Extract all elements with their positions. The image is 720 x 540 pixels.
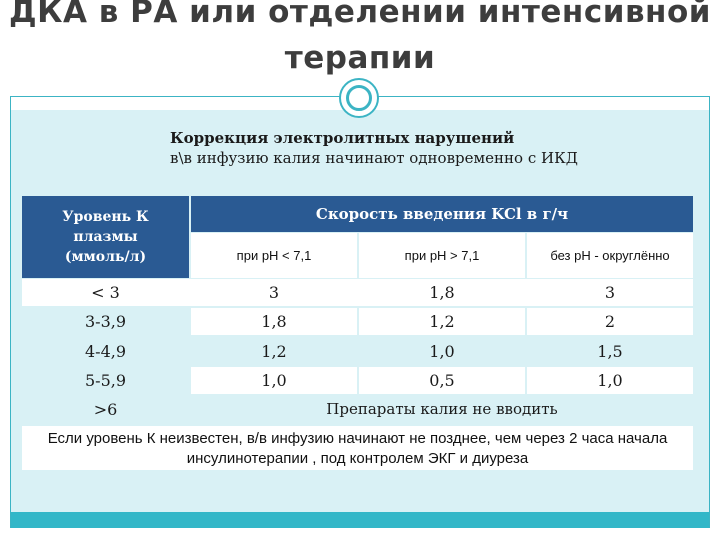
subheader-no-ph: без рН - округлённо — [527, 233, 693, 278]
table-row — [22, 279, 693, 306]
cell-level: < 3 — [91, 283, 120, 302]
cell-ph-above: 1,2 — [359, 308, 525, 335]
table-row — [22, 367, 693, 394]
cell-no-ph: 2 — [527, 308, 693, 335]
footnote: Если уровень К неизвестен, в/в инфузию начинают не позднее, чем через 2 часа начала инсулинотерапии , под контролем ЭКГ и диуреза — [22, 426, 693, 470]
cell-no-potassium: Препараты калия не вводить — [326, 400, 558, 418]
bottom-accent-bar — [11, 512, 709, 528]
cell-ph-above: 1,0 — [429, 342, 455, 361]
cell-ph-above: 1,8 — [429, 283, 455, 302]
cell-level: 4-4,9 — [84, 342, 127, 361]
header-left-line3: (ммоль/л) — [64, 249, 147, 265]
cell-ph-below: 3 — [268, 283, 280, 302]
slide-title-line2: терапии — [284, 40, 436, 76]
table-row — [22, 308, 693, 335]
circle-ornament-icon — [339, 78, 379, 118]
header-left-line1: Уровень К — [62, 209, 149, 225]
cell-ph-below: 1,0 — [191, 367, 357, 394]
cell-level: >6 — [93, 400, 118, 419]
subheader-ph-below: при рН < 7,1 — [191, 233, 357, 278]
cell-no-ph: 1,0 — [527, 367, 693, 394]
cell-level: 5-5,9 — [84, 371, 127, 390]
cell-no-ph: 3 — [604, 283, 616, 302]
subtitle — [170, 128, 578, 168]
cell-level: 3-3,9 — [84, 312, 127, 331]
subheader-ph-above: при рН > 7,1 — [359, 233, 525, 278]
subtitle-heading: Коррекция электролитных нарушений — [170, 129, 515, 147]
table-row — [22, 396, 693, 423]
cell-no-ph: 1,5 — [597, 342, 623, 361]
header-left-line2: плазмы — [73, 229, 138, 245]
subtitle-description: в\в инфузию калия начинают одновременно с ИКД — [170, 149, 578, 167]
cell-ph-above: 0,5 — [359, 367, 525, 394]
cell-ph-below: 1,8 — [191, 308, 357, 335]
cell-ph-below: 1,2 — [261, 342, 287, 361]
header-kcl-rate: Скорость введения KCl в г/ч — [191, 196, 693, 232]
table-row — [22, 338, 693, 365]
slide-title-line1: ДКА в РА или отделении интенсивной — [9, 0, 711, 30]
header-potassium-level — [22, 196, 189, 278]
